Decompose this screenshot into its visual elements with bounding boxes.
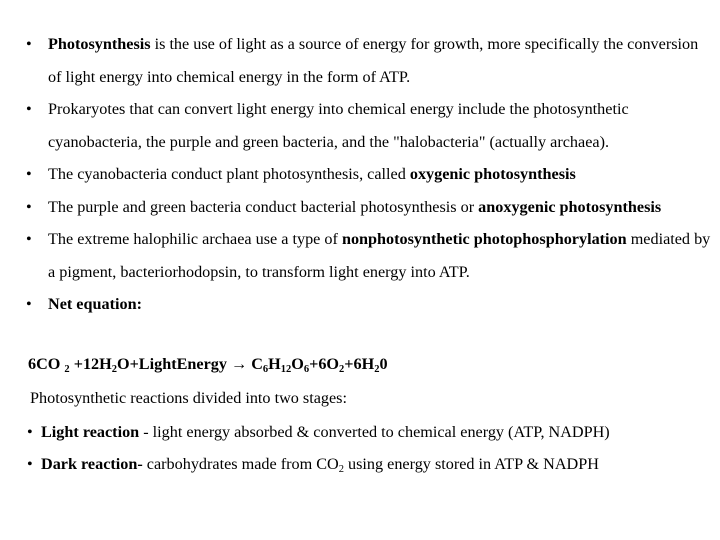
term-anoxygenic: anoxygenic photosynthesis: [478, 197, 662, 216]
bullet-halophilic-archaea: [22, 223, 712, 288]
equation-subscript: 6: [303, 364, 310, 375]
bullet-text: The purple and green bacteria conduct bacterial photosynthesis or: [48, 197, 479, 216]
stage-text: carbohydrates made from CO: [142, 455, 339, 473]
bullet-icon: •: [27, 423, 33, 441]
bullet-text: is the use of light as a source of energy for growth, more specifically the conversion of light energy into chemical energy in the form of ATP.: [48, 35, 699, 86]
equation-part: +6O: [309, 355, 340, 373]
equation-part: 0: [379, 355, 388, 373]
co2-subscript: 2: [338, 464, 344, 475]
stage-list: [24, 416, 714, 480]
equation-subscript: 6: [262, 364, 269, 375]
term-photophosphorylation: nonphotosynthetic photophosphorylation: [341, 230, 627, 248]
equation-part: +6H: [344, 355, 375, 373]
bullet-photosynthesis-definition: [22, 28, 712, 93]
bullet-purple-green-bacteria: [22, 191, 712, 224]
bullet-icon: •: [27, 455, 33, 473]
equation-part: O: [291, 355, 304, 373]
term-net-equation: Net equation:: [48, 295, 142, 313]
bullet-icon: •: [26, 295, 32, 313]
equation-part: 6CO: [28, 355, 61, 373]
equation-part: H: [268, 355, 281, 373]
equation-part: O+LightEnergy → C: [116, 355, 263, 373]
equation-subscript: 2: [64, 364, 70, 375]
equation-subscript: 2: [111, 364, 117, 375]
stage-text: - light energy absorbed & converted to chemical energy (ATP, NADPH): [139, 423, 610, 441]
stage-text: using energy stored in ATP & NADPH: [343, 455, 599, 473]
term-light-reaction: Light reaction: [41, 423, 140, 441]
term-oxygenic: oxygenic photosynthesis: [409, 165, 576, 183]
bullet-net-equation: [22, 288, 712, 321]
term-dark-reaction: Dark reaction-: [41, 455, 143, 473]
equation-subscript: 12: [280, 364, 292, 375]
bullet-icon: •: [26, 197, 32, 216]
equation-part: +12H: [69, 355, 112, 373]
stage-light-reaction: [24, 416, 714, 448]
bullet-icon: •: [26, 100, 32, 118]
main-bullet-list: [22, 28, 712, 321]
bullet-text: The cyanobacteria conduct plant photosynthesis, called: [48, 165, 410, 183]
term-photosynthesis: Photosynthesis: [48, 35, 151, 53]
bullet-text: mediated by a pigment, bacteriorhodopsin, to transform light energy into ATP.: [48, 230, 711, 281]
bullet-prokaryotes: [22, 93, 712, 158]
bullet-cyanobacteria: [22, 158, 712, 191]
stages-heading: Photosynthetic reactions divided into two stages:: [30, 389, 347, 407]
photosynthesis-equation: [28, 352, 388, 376]
bullet-icon: •: [26, 230, 32, 248]
bullet-text: Prokaryotes that can convert light energy into chemical energy include the photosynthetic cyanobacteria, the purple and green bacteria, and the "halobacteria" (actually archaea).: [48, 100, 629, 151]
bullet-icon: •: [26, 35, 32, 53]
equation-subscript: 2: [374, 364, 380, 375]
equation-subscript: 2: [339, 364, 345, 375]
bullet-text: The extreme halophilic archaea use a type of: [48, 230, 342, 248]
stage-dark-reaction: [24, 448, 714, 480]
bullet-icon: •: [26, 165, 32, 183]
